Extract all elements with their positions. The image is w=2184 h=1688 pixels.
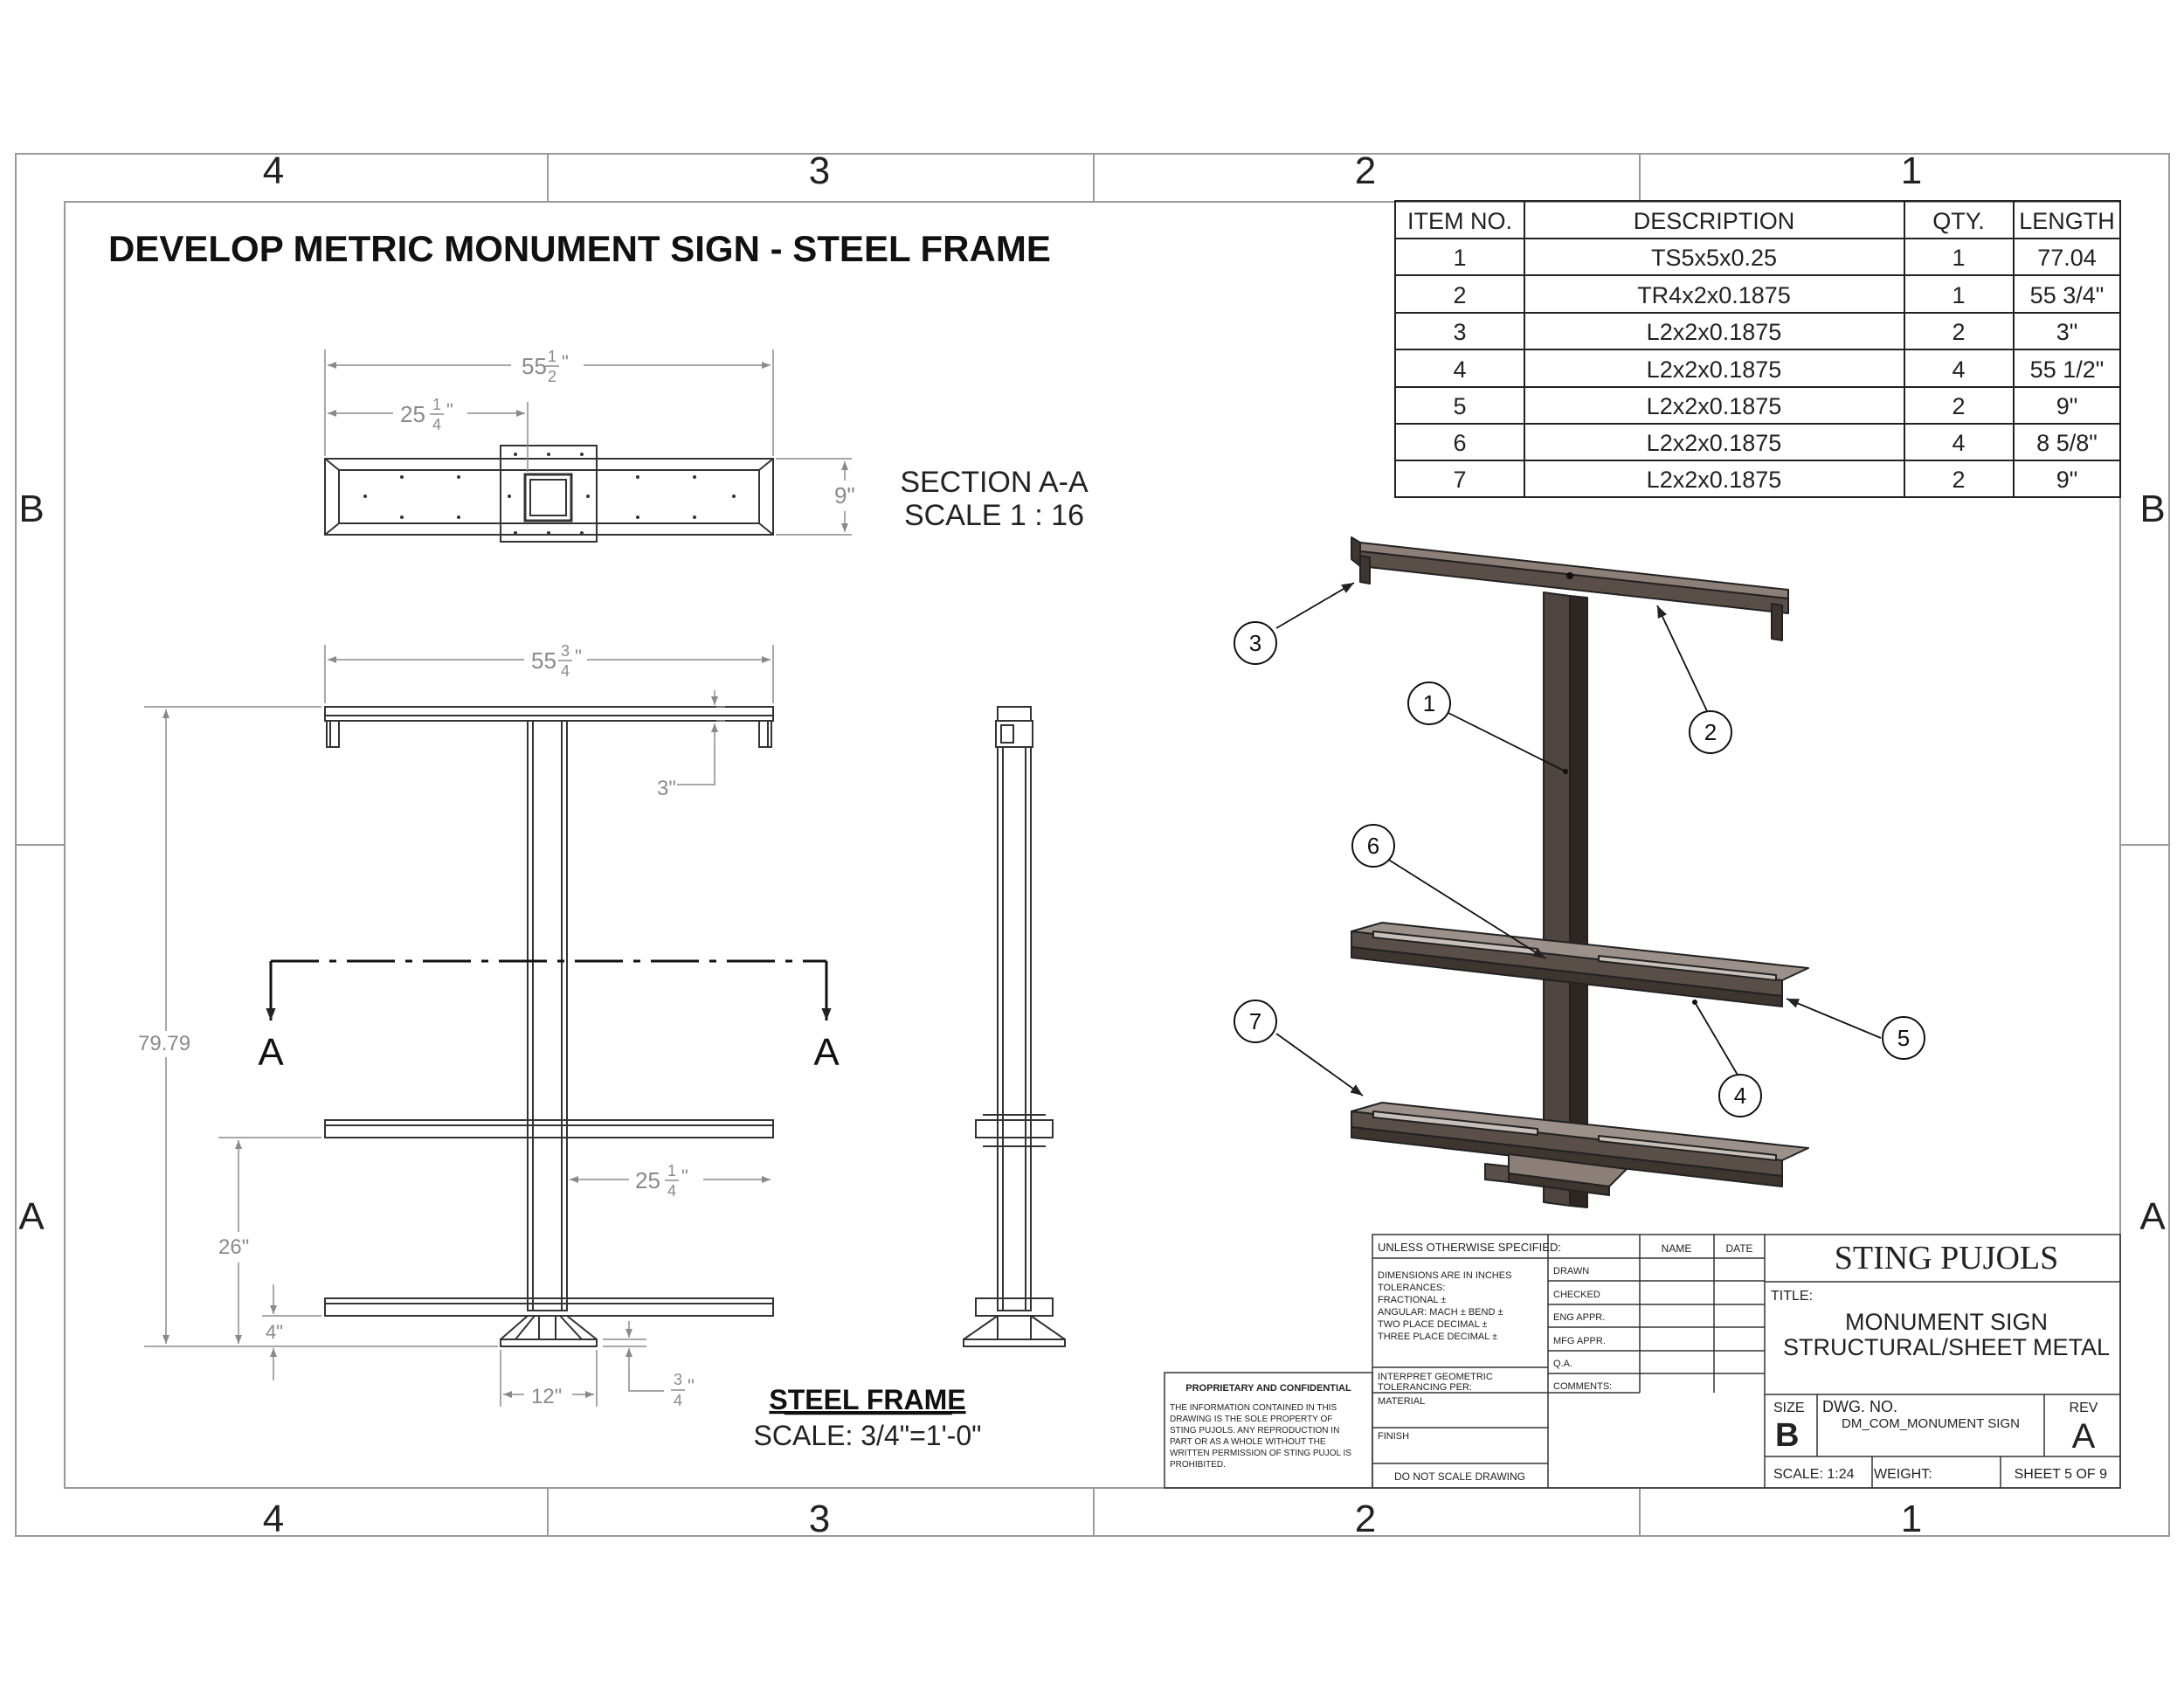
tb-proprietary-text: DRAWING IS THE SOLE PROPERTY OF — [1170, 1415, 1333, 1424]
bom-cell: 4 — [1952, 356, 1966, 383]
tb-interpret: INTERPRET GEOMETRIC — [1378, 1372, 1493, 1382]
bom-cell: 7 — [1453, 467, 1467, 493]
section-scale: SCALE 1 : 16 — [903, 499, 1085, 532]
zone-left-b: B — [18, 488, 45, 530]
section-view — [325, 348, 1089, 542]
dim-shelf-25-1-4-unit: " — [681, 1166, 688, 1187]
dim-55-3-4-unit: " — [575, 646, 582, 668]
dim-55-1-2-num: 1 — [547, 348, 557, 365]
balloon-4-label: 4 — [1733, 1083, 1747, 1109]
bom-cell: 8 5/8" — [2036, 430, 2098, 456]
zone-left-a: A — [18, 1195, 45, 1238]
dim-55-3-4-num: 3 — [560, 642, 570, 660]
tb-title-line-1: MONUMENT SIGN — [1844, 1309, 2049, 1335]
dim-25-1-4-num: 1 — [432, 396, 442, 413]
tb-proprietary-text: PART OR AS A WHOLE WITHOUT THE — [1170, 1437, 1326, 1447]
dim-25-1-4-unit: " — [446, 399, 453, 421]
zone-right-b: B — [2139, 488, 2166, 530]
tb-date: DATE — [1725, 1242, 1753, 1255]
dim-shelf-25-1-4-den: 4 — [667, 1182, 677, 1200]
tb-dims-note: THREE PLACE DECIMAL ± — [1378, 1332, 1498, 1342]
zone-right-a: A — [2139, 1195, 2166, 1238]
tb-no-scale: DO NOT SCALE DRAWING — [1393, 1470, 1526, 1483]
balloon-1-label: 1 — [1422, 690, 1436, 716]
dim-55-1-2-den: 2 — [547, 368, 557, 385]
zone-bottom-2: 2 — [1354, 1498, 1377, 1540]
dim-55-3-4-whole: 55 — [531, 647, 556, 674]
zone-top-3: 3 — [808, 149, 831, 192]
tb-proprietary-text: STING PUJOLS. ANY REPRODUCTION IN — [1170, 1426, 1340, 1435]
dim-26in: 26" — [218, 1235, 250, 1259]
tb-dwg-no: DM_COM_MONUMENT SIGN — [1842, 1416, 2020, 1431]
tb-dims-note: TWO PLACE DECIMAL ± — [1378, 1319, 1488, 1330]
tb-rev: A — [2071, 1417, 2096, 1456]
zone-bottom-3: 3 — [808, 1498, 831, 1540]
tb-unless: UNLESS OTHERWISE SPECIFIED: — [1378, 1241, 1561, 1254]
tb-dwg-label: DWG. NO. — [1822, 1398, 1897, 1415]
tb-interpret: TOLERANCING PER: — [1378, 1382, 1472, 1393]
bom-cell: 2 — [1952, 393, 1966, 419]
bom-table — [1395, 201, 2120, 497]
balloon-5-label: 5 — [1897, 1025, 1911, 1051]
dim-depth-9: 9" — [834, 482, 855, 508]
dim-25-1-4-den: 4 — [432, 416, 442, 433]
tb-rev-label: REV — [2069, 1401, 2098, 1415]
bom-cell: 1 — [1952, 245, 1966, 271]
tb-name: NAME — [1661, 1242, 1692, 1255]
tb-material: MATERIAL — [1378, 1396, 1426, 1407]
dim-shelf-25-1-4-num: 1 — [667, 1162, 677, 1180]
bom-cell: L2x2x0.1875 — [1646, 319, 1782, 345]
bom-cell: 6 — [1453, 430, 1467, 456]
tb-role-drawn: DRAWN — [1553, 1266, 1590, 1276]
dim-plate-num: 3 — [673, 1371, 683, 1388]
tb-dims-note: ANGULAR: MACH ± BEND ± — [1378, 1307, 1503, 1318]
bom-cell: 9" — [2056, 467, 2078, 493]
tb-company: STING PUJOLS — [1834, 1240, 2059, 1276]
tb-role-qa: Q.A. — [1553, 1359, 1573, 1369]
bom-cell: 1 — [1952, 282, 1966, 308]
side-view — [964, 707, 1065, 1346]
bom-cell: 55 3/4" — [2029, 282, 2105, 308]
tb-title-label: TITLE: — [1771, 1289, 1814, 1304]
bom-cell: L2x2x0.1875 — [1646, 430, 1782, 456]
tb-proprietary-text: THE INFORMATION CONTAINED IN THIS — [1170, 1403, 1337, 1413]
zone-bottom-4: 4 — [262, 1498, 285, 1540]
zone-top-4: 4 — [262, 149, 285, 192]
dim-55-3-4-den: 4 — [560, 662, 570, 680]
tb-role-checked: CHECKED — [1553, 1290, 1600, 1300]
bom-cell: 3" — [2056, 319, 2078, 345]
zone-bottom-1: 1 — [1900, 1498, 1923, 1540]
tb-finish: FINISH — [1378, 1431, 1410, 1442]
dim-shelf-25-1-4-whole: 25 — [635, 1167, 660, 1193]
section-marker-right: A — [813, 1031, 840, 1074]
tb-dims-note: DIMENSIONS ARE IN INCHES — [1378, 1270, 1512, 1281]
bom-cell: 2 — [1952, 467, 1966, 493]
balloon-3-label: 3 — [1248, 630, 1262, 656]
dim-height: 79.79 — [138, 1032, 191, 1055]
bom-cell: 4 — [1952, 430, 1966, 456]
dim-4in: 4" — [266, 1321, 284, 1343]
steel-frame-label: STEEL FRAME — [769, 1384, 966, 1415]
bom-cell: 2 — [1453, 282, 1467, 308]
bom-cell: 4 — [1453, 356, 1467, 383]
dim-plate-den: 4 — [673, 1392, 683, 1409]
tb-size: B — [1775, 1417, 1800, 1454]
bom-cell: 2 — [1952, 319, 1966, 345]
tb-comments: COMMENTS: — [1553, 1381, 1613, 1392]
tb-proprietary-title: PROPRIETARY AND CONFIDENTIAL — [1185, 1383, 1351, 1394]
bom-cell: 9" — [2056, 393, 2078, 419]
tb-role-eng: ENG APPR. — [1553, 1312, 1606, 1323]
dim-25-1-4-whole: 25 — [400, 401, 425, 427]
steel-frame-scale: SCALE: 3/4"=1'-0" — [753, 1420, 982, 1451]
bom-header-qty: QTY. — [1932, 208, 1985, 234]
bom-cell: L2x2x0.1875 — [1646, 467, 1782, 493]
bom-cell: 5 — [1453, 393, 1467, 419]
bom-header-item: ITEM NO. — [1407, 208, 1512, 234]
zone-top-2: 2 — [1354, 149, 1377, 192]
tb-proprietary-text: PROHIBITED. — [1170, 1460, 1226, 1470]
balloon-2-label: 2 — [1704, 719, 1717, 745]
tb-title-line-2: STRUCTURAL/SHEET METAL — [1782, 1334, 2111, 1360]
zone-top-1: 1 — [1900, 149, 1923, 192]
dim-12in: 12" — [531, 1385, 563, 1408]
tb-scale: SCALE: 1:24 — [1773, 1467, 1855, 1482]
front-view — [138, 642, 840, 1409]
drawing-title: DEVELOP METRIC MONUMENT SIGN - STEEL FRAME — [108, 228, 1051, 269]
bom-cell: 55 1/2" — [2029, 356, 2105, 383]
dim-55-1-2-whole: 55 — [522, 353, 547, 379]
bom-header-length: LENGTH — [2019, 208, 2115, 234]
dim-plate-unit: " — [688, 1375, 695, 1397]
title-block — [1165, 1235, 2120, 1488]
tb-role-mfg: MFG APPR. — [1553, 1336, 1606, 1346]
tb-dims-note: TOLERANCES: — [1378, 1283, 1446, 1293]
zone-labels — [18, 149, 2166, 1540]
bom-header-description: DESCRIPTION — [1633, 208, 1795, 234]
tb-sheet: SHEET 5 OF 9 — [2014, 1467, 2107, 1482]
bom-cell: 3 — [1453, 319, 1467, 345]
bom-cell: 77.04 — [2037, 245, 2097, 271]
bom-cell: 1 — [1453, 245, 1467, 271]
bom-cell: TS5x5x0.25 — [1650, 245, 1778, 271]
tb-size-label: SIZE — [1773, 1401, 1805, 1415]
balloon-7-label: 7 — [1248, 1008, 1262, 1034]
dim-3in: 3" — [657, 777, 676, 800]
tb-dims-note: FRACTIONAL ± — [1378, 1295, 1447, 1305]
bom-cell: TR4x2x0.1875 — [1637, 282, 1791, 308]
balloon-6-label: 6 — [1366, 833, 1380, 859]
dim-55-1-2-unit: " — [562, 351, 569, 373]
bom-cell: L2x2x0.1875 — [1646, 356, 1782, 383]
tb-weight: WEIGHT: — [1874, 1467, 1932, 1482]
section-marker-left: A — [258, 1031, 284, 1074]
bom-cell: L2x2x0.1875 — [1646, 393, 1782, 419]
section-label: SECTION A-A — [900, 466, 1089, 499]
tb-proprietary-text: WRITTEN PERMISSION OF STING PUJOL IS — [1170, 1449, 1351, 1458]
